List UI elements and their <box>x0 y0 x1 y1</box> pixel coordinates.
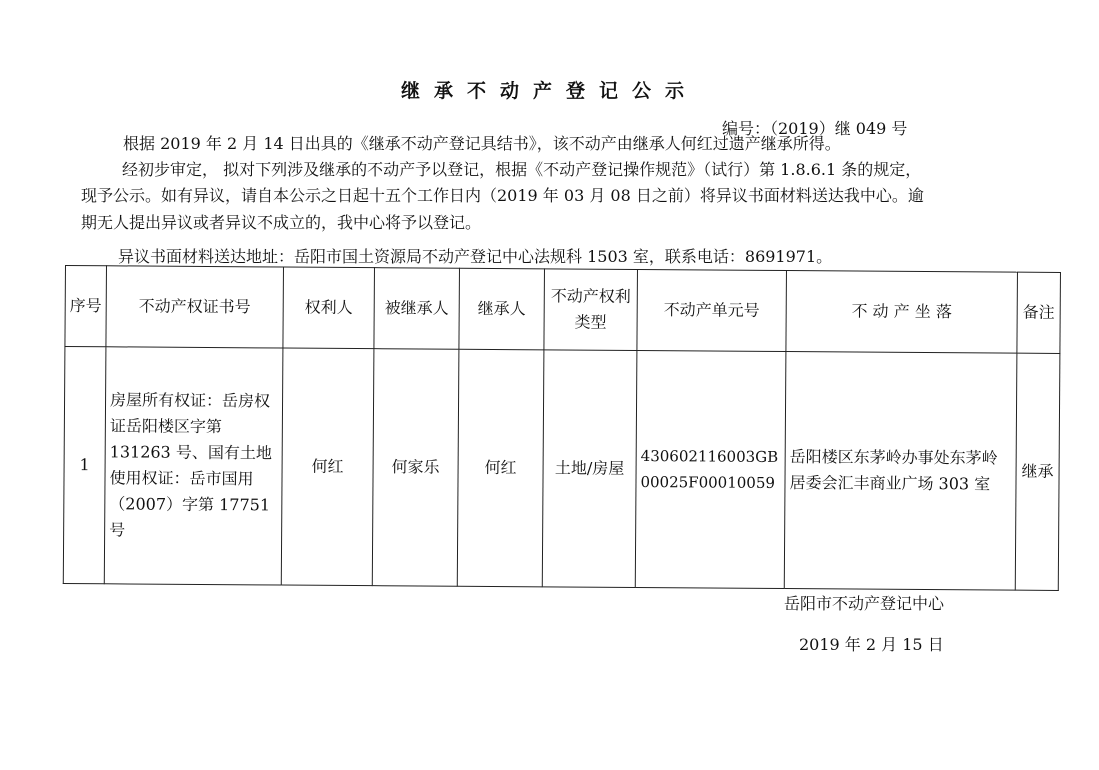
document-number: 编号：（2019）继 049 号 <box>722 119 908 138</box>
header-decedent: 被继承人 <box>374 268 460 350</box>
paragraph-line: 异议书面材料送达地址：岳阳市国土资源局不动产登记中心法规科 1503 室，联系电话：8691971。 <box>118 247 833 266</box>
registration-table <box>63 265 1061 591</box>
header-unit-no: 不动产单元号 <box>637 269 787 351</box>
header-remark: 备注 <box>1017 272 1061 353</box>
issuing-organization: 岳阳市不动产登记中心 <box>784 594 945 613</box>
header-right-type: 不动产权利类型 <box>544 269 638 351</box>
header-cert: 不动产权证书号 <box>106 266 284 348</box>
header-seq: 序号 <box>65 266 107 347</box>
cell-heir: 何红 <box>457 349 544 587</box>
header-heir: 继承人 <box>459 268 545 350</box>
paragraph-line: 现予公示。如有异议，请自本公示之日起十五个工作日内（2019 年 03 月 08 日之前）将异议书面材料送达我中心。逾 <box>81 186 924 205</box>
header-location: 不 动 产 坐 落 <box>786 271 1018 354</box>
cell-unit-no: 430602116003GB00025F00010059 <box>635 350 786 588</box>
paragraph-line: 经初步审定， 拟对下列涉及继承的不动产予以登记，根据《不动产登记操作规范》（试行）第 1.8.6.1 条的规定， <box>122 160 922 179</box>
cell-seq: 1 <box>63 347 106 584</box>
table-header-row <box>65 266 1061 354</box>
document-title: 继承不动产登记公示 <box>400 80 698 102</box>
cell-cert: 房屋所有权证：岳房权证岳阳楼区字第 131263 号、国有土地使用权证：岳市国用（2007）字第 17751 号 <box>104 347 283 585</box>
cell-remark: 继承 <box>1015 353 1060 590</box>
header-holder: 权利人 <box>283 267 375 349</box>
paragraph-line: 根据 2019 年 2 月 14 日出具的《继承不动产登记具结书》，该不动产由继承人何红过遗产继承所得。 <box>123 134 841 153</box>
issue-date: 2019 年 2 月 15 日 <box>799 635 944 654</box>
cell-right-type: 土地/房屋 <box>542 350 637 588</box>
cell-holder: 何红 <box>281 348 374 586</box>
cell-location: 岳阳楼区东茅岭办事处东茅岭居委会汇丰商业广场 303 室 <box>784 352 1017 591</box>
paragraph-line: 期无人提出异议或者异议不成立的，我中心将予以登记。 <box>81 213 482 232</box>
table-row <box>63 347 1060 591</box>
cell-decedent: 何家乐 <box>372 349 459 587</box>
